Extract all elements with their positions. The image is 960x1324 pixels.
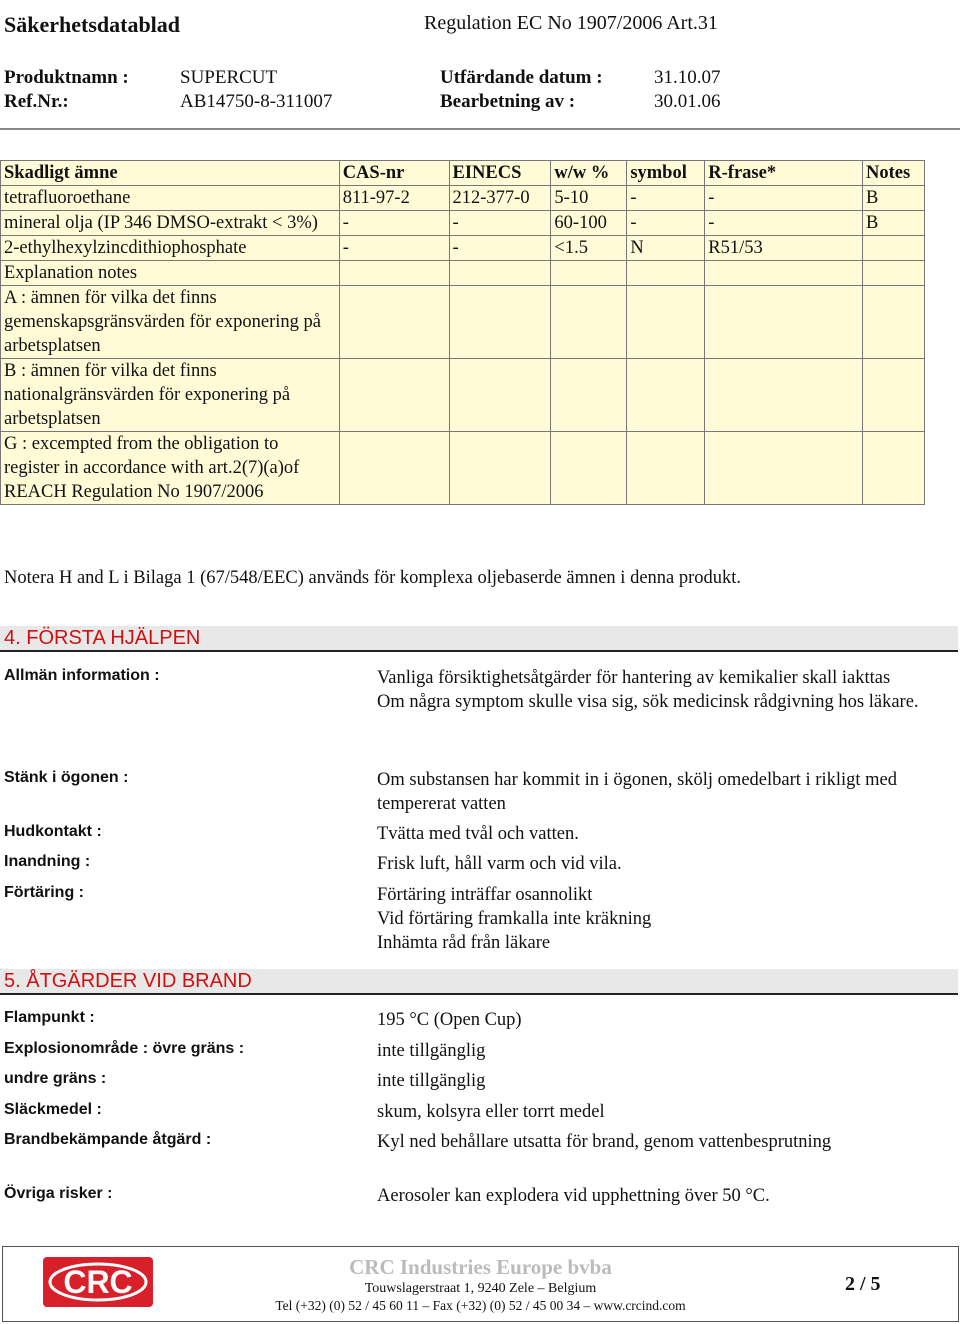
- company-contact: Tel (+32) (0) 52 / 45 60 11 – Fax (+32) (0) 52 / 45 00 34 – www.crcind.com: [275, 1298, 686, 1313]
- eye-contact-label: Stänk i ögonen :: [4, 769, 129, 786]
- table-cell: -: [705, 186, 863, 211]
- table-cell: N: [627, 236, 705, 261]
- table-cell: -: [339, 236, 449, 261]
- ingestion-value: Förtäring inträffar osannolikt Vid förtäring framkalla inte kräkning Inhämta råd från läkare: [377, 885, 652, 953]
- ref-value: AB14750-8-311007: [180, 91, 333, 112]
- revised-value: 30.01.06: [654, 91, 721, 112]
- explosion-lower-value: inte tillgänglig: [377, 1071, 486, 1091]
- ingestion-label: Förtäring :: [4, 884, 84, 901]
- explosion-upper-value: inte tillgänglig: [377, 1041, 486, 1061]
- note-row: [1, 286, 925, 359]
- skin-contact-label: Hudkontakt :: [4, 823, 102, 840]
- extinguishing-value: skum, kolsyra eller torrt medel: [377, 1102, 605, 1122]
- flash-point-label: Flampunkt :: [4, 1009, 95, 1026]
- table-cell: [862, 236, 924, 261]
- note-g: G : excempted from the obligation to register in accordance with art.2(7)(a)of REACH Regulation No 1907/2006: [1, 432, 340, 505]
- firefighting-value: Kyl ned behållare utsatta för brand, genom vattenbesprutning: [377, 1132, 832, 1152]
- col-header: Skadligt ämne: [1, 161, 340, 186]
- inhalation-value: Frisk luft, håll varm och vid vila.: [377, 854, 622, 874]
- other-risks-label: Övriga risker :: [4, 1185, 113, 1202]
- table-cell: B: [862, 186, 924, 211]
- regulation-text: Regulation EC No 1907/2006 Art.31: [424, 12, 718, 34]
- ref-label: Ref.Nr.:: [4, 91, 69, 112]
- col-header: CAS-nr: [339, 161, 449, 186]
- section-4-header: [0, 626, 958, 652]
- note-b: B : ämnen för vilka det finns nationalgränsvärden för exponering på arbetsplatsen: [1, 359, 340, 432]
- extinguishing-label: Släckmedel :: [4, 1101, 102, 1118]
- company-address: Touwslagerstraat 1, 9240 Zele – Belgium: [364, 1281, 597, 1296]
- skin-contact-value: Tvätta med tvål och vatten.: [377, 824, 579, 844]
- page-footer: [2, 1246, 959, 1322]
- col-header: w/w %: [551, 161, 627, 186]
- table-cell: tetrafluoroethane: [1, 186, 340, 211]
- header-divider: [0, 128, 960, 130]
- firefighting-label: Brandbekämpande åtgärd :: [4, 1131, 212, 1148]
- table-cell: -: [339, 211, 449, 236]
- inhalation-label: Inandning :: [4, 853, 91, 870]
- table-cell: -: [449, 211, 551, 236]
- table-cell: 212-377-0: [449, 186, 551, 211]
- table-cell: mineral olja (IP 346 DMSO-extrakt < 3%): [1, 211, 340, 236]
- table-cell: 5-10: [551, 186, 627, 211]
- issued-value: 31.10.07: [654, 67, 721, 88]
- page-number: 2 / 5: [845, 1273, 881, 1295]
- product-value: SUPERCUT: [180, 67, 278, 88]
- first-aid-label: Allmän information :: [4, 667, 160, 684]
- product-label: Produktnamn :: [4, 67, 129, 88]
- col-header: symbol: [627, 161, 705, 186]
- table-cell: -: [627, 186, 705, 211]
- composition-table: [0, 160, 925, 505]
- table-row: [1, 211, 925, 236]
- eye-contact-value: Om substansen har kommit in i ögonen, skölj omedelbart i rikligt med tempererat vatten: [377, 770, 897, 814]
- table-cell: -: [705, 211, 863, 236]
- revised-label: Bearbetning av :: [440, 91, 576, 112]
- section-5-header: [0, 969, 958, 995]
- table-cell: B: [862, 211, 924, 236]
- table-row: [1, 236, 925, 261]
- table-cell: 60-100: [551, 211, 627, 236]
- issued-label: Utfärdande datum :: [440, 67, 603, 88]
- explanation-row: [1, 261, 925, 286]
- col-header: Notes: [862, 161, 924, 186]
- table-cell: R51/53: [705, 236, 863, 261]
- col-header: R-frase*: [705, 161, 863, 186]
- section-5-title: 5. ÅTGÄRDER VID BRAND: [4, 970, 252, 992]
- first-aid-value: Vanliga försiktighetsåtgärder för hantering av kemikalier skall iakttas Om några symptom skulle visa sig, sök medicinsk rådgivning hos läkare.: [377, 668, 919, 712]
- explanation-title: Explanation notes: [1, 261, 340, 286]
- note-a: A : ämnen för vilka det finns gemenskapsgränsvärden för exponering på arbetsplatsen: [1, 286, 340, 359]
- table-row: [1, 186, 925, 211]
- col-header: EINECS: [449, 161, 551, 186]
- flash-point-value: 195 °C (Open Cup): [377, 1010, 522, 1030]
- table-cell: 2-ethylhexylzincdithiophosphate: [1, 236, 340, 261]
- table-footnote: Notera H and L i Bilaga 1 (67/548/EEC) används för komplexa oljebaserde ämnen i denna produkt.: [4, 568, 742, 588]
- company-name: CRC Industries Europe bvba: [349, 1255, 612, 1279]
- table-header-row: [1, 161, 925, 186]
- table-cell: -: [449, 236, 551, 261]
- other-risks-value: Aerosoler kan explodera vid upphettning över 50 °C.: [377, 1186, 770, 1206]
- explosion-lower-label: undre gräns :: [4, 1070, 107, 1087]
- note-row: [1, 359, 925, 432]
- section-4-title: 4. FÖRSTA HJÄLPEN: [4, 627, 201, 649]
- table-cell: 811-97-2: [339, 186, 449, 211]
- explosion-upper-label: Explosionområde : övre gräns :: [4, 1040, 245, 1057]
- table-cell: <1.5: [551, 236, 627, 261]
- table-cell: -: [627, 211, 705, 236]
- document-title: Säkerhetsdatablad: [4, 12, 181, 37]
- note-row: [1, 432, 925, 505]
- logo-text: CRC: [63, 1264, 133, 1300]
